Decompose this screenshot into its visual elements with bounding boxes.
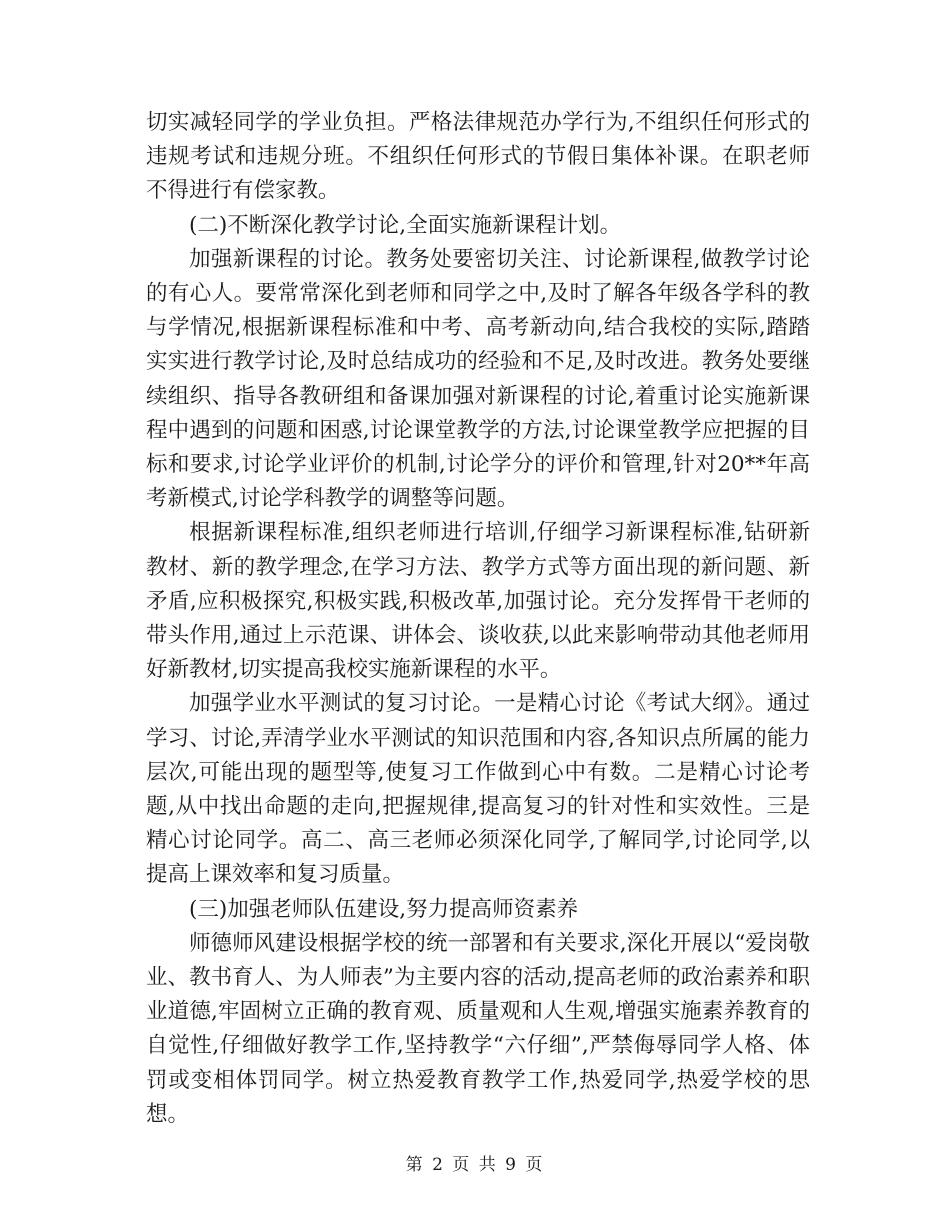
- paragraph-training: 根据新课程标准,组织老师进行培训,仔细学习新课程标准,钻研新教材、新的教学理念,在学习方法、教学方式等方面出现的新问题、新矛盾,应积极探究,积极实践,积极改革,加强讨论。充分发挥骨干老师的带头作用,通过上示范课、讲体会、谈收获,以此来影响带动其他老师用好新教材,切实提高我校实施新课程的水平。: [146, 520, 810, 683]
- document-body: [146, 106, 810, 1132]
- section-heading-2: (二)不断深化教学讨论,全面实施新课程计划。: [189, 212, 622, 238]
- paragraph-new-curriculum: 加强新课程的讨论。教务处要密切关注、讨论新课程,做教学讨论的有心人。要常常深化到老师和同学之中,及时了解各年级各学科的教与学情况,根据新课程标准和中考、高考新动向,结合我校的实际,踏踏实实进行教学讨论,及时总结成功的经验和不足,及时改进。教务处要继续组织、指导各教研组和备课加强对新课程的讨论,着重讨论实施新课程中遇到的问题和困惑,讨论课堂教学的方法,讨论课堂教学应把握的目标和要求,讨论学业评价的机制,讨论学分的评价和管理,针对20**年高考新模式,讨论学科教学的调整等问题。: [146, 246, 810, 512]
- section-heading-3: (三)加强老师队伍建设,努力提高师资素养: [189, 896, 579, 922]
- paragraph-review: 加强学业水平测试的复习讨论。一是精心讨论《考试大纲》。通过学习、讨论,弄清学业水平测试的知识范围和内容,各知识点所属的能力层次,可能出现的题型等,使复习工作做到心中有数。二是精心讨论考题,从中找出命题的走向,把握规律,提高复习的针对性和实效性。三是精心讨论同学。高二、高三老师必须深化同学,了解同学,讨论同学,以提高上课效率和复习质量。: [146, 691, 810, 888]
- paragraph-continuation: 切实减轻同学的学业负担。严格法律规范办学行为,不组织任何形式的违规考试和违规分班。不组织任何形式的节假日集体补课。在职老师不得进行有偿家教。: [146, 110, 810, 204]
- paragraph-ethics: 师德师风建设根据学校的统一部署和有关要求,深化开展以“爱岗敬业、教书育人、为人师表”为主要内容的活动,提高老师的政治素养和职业道德,牢固树立正确的教育观、质量观和人生观,增强实施素养教育的自觉性,仔细做好教学工作,坚持教学“六仔细”,严禁侮辱同学人格、体罚或变相体罚同学。树立热爱教育教学工作,热爱同学,热爱学校的思想。: [146, 930, 810, 1127]
- page-number-footer: 第 2 页 共 9 页: [405, 1155, 545, 1175]
